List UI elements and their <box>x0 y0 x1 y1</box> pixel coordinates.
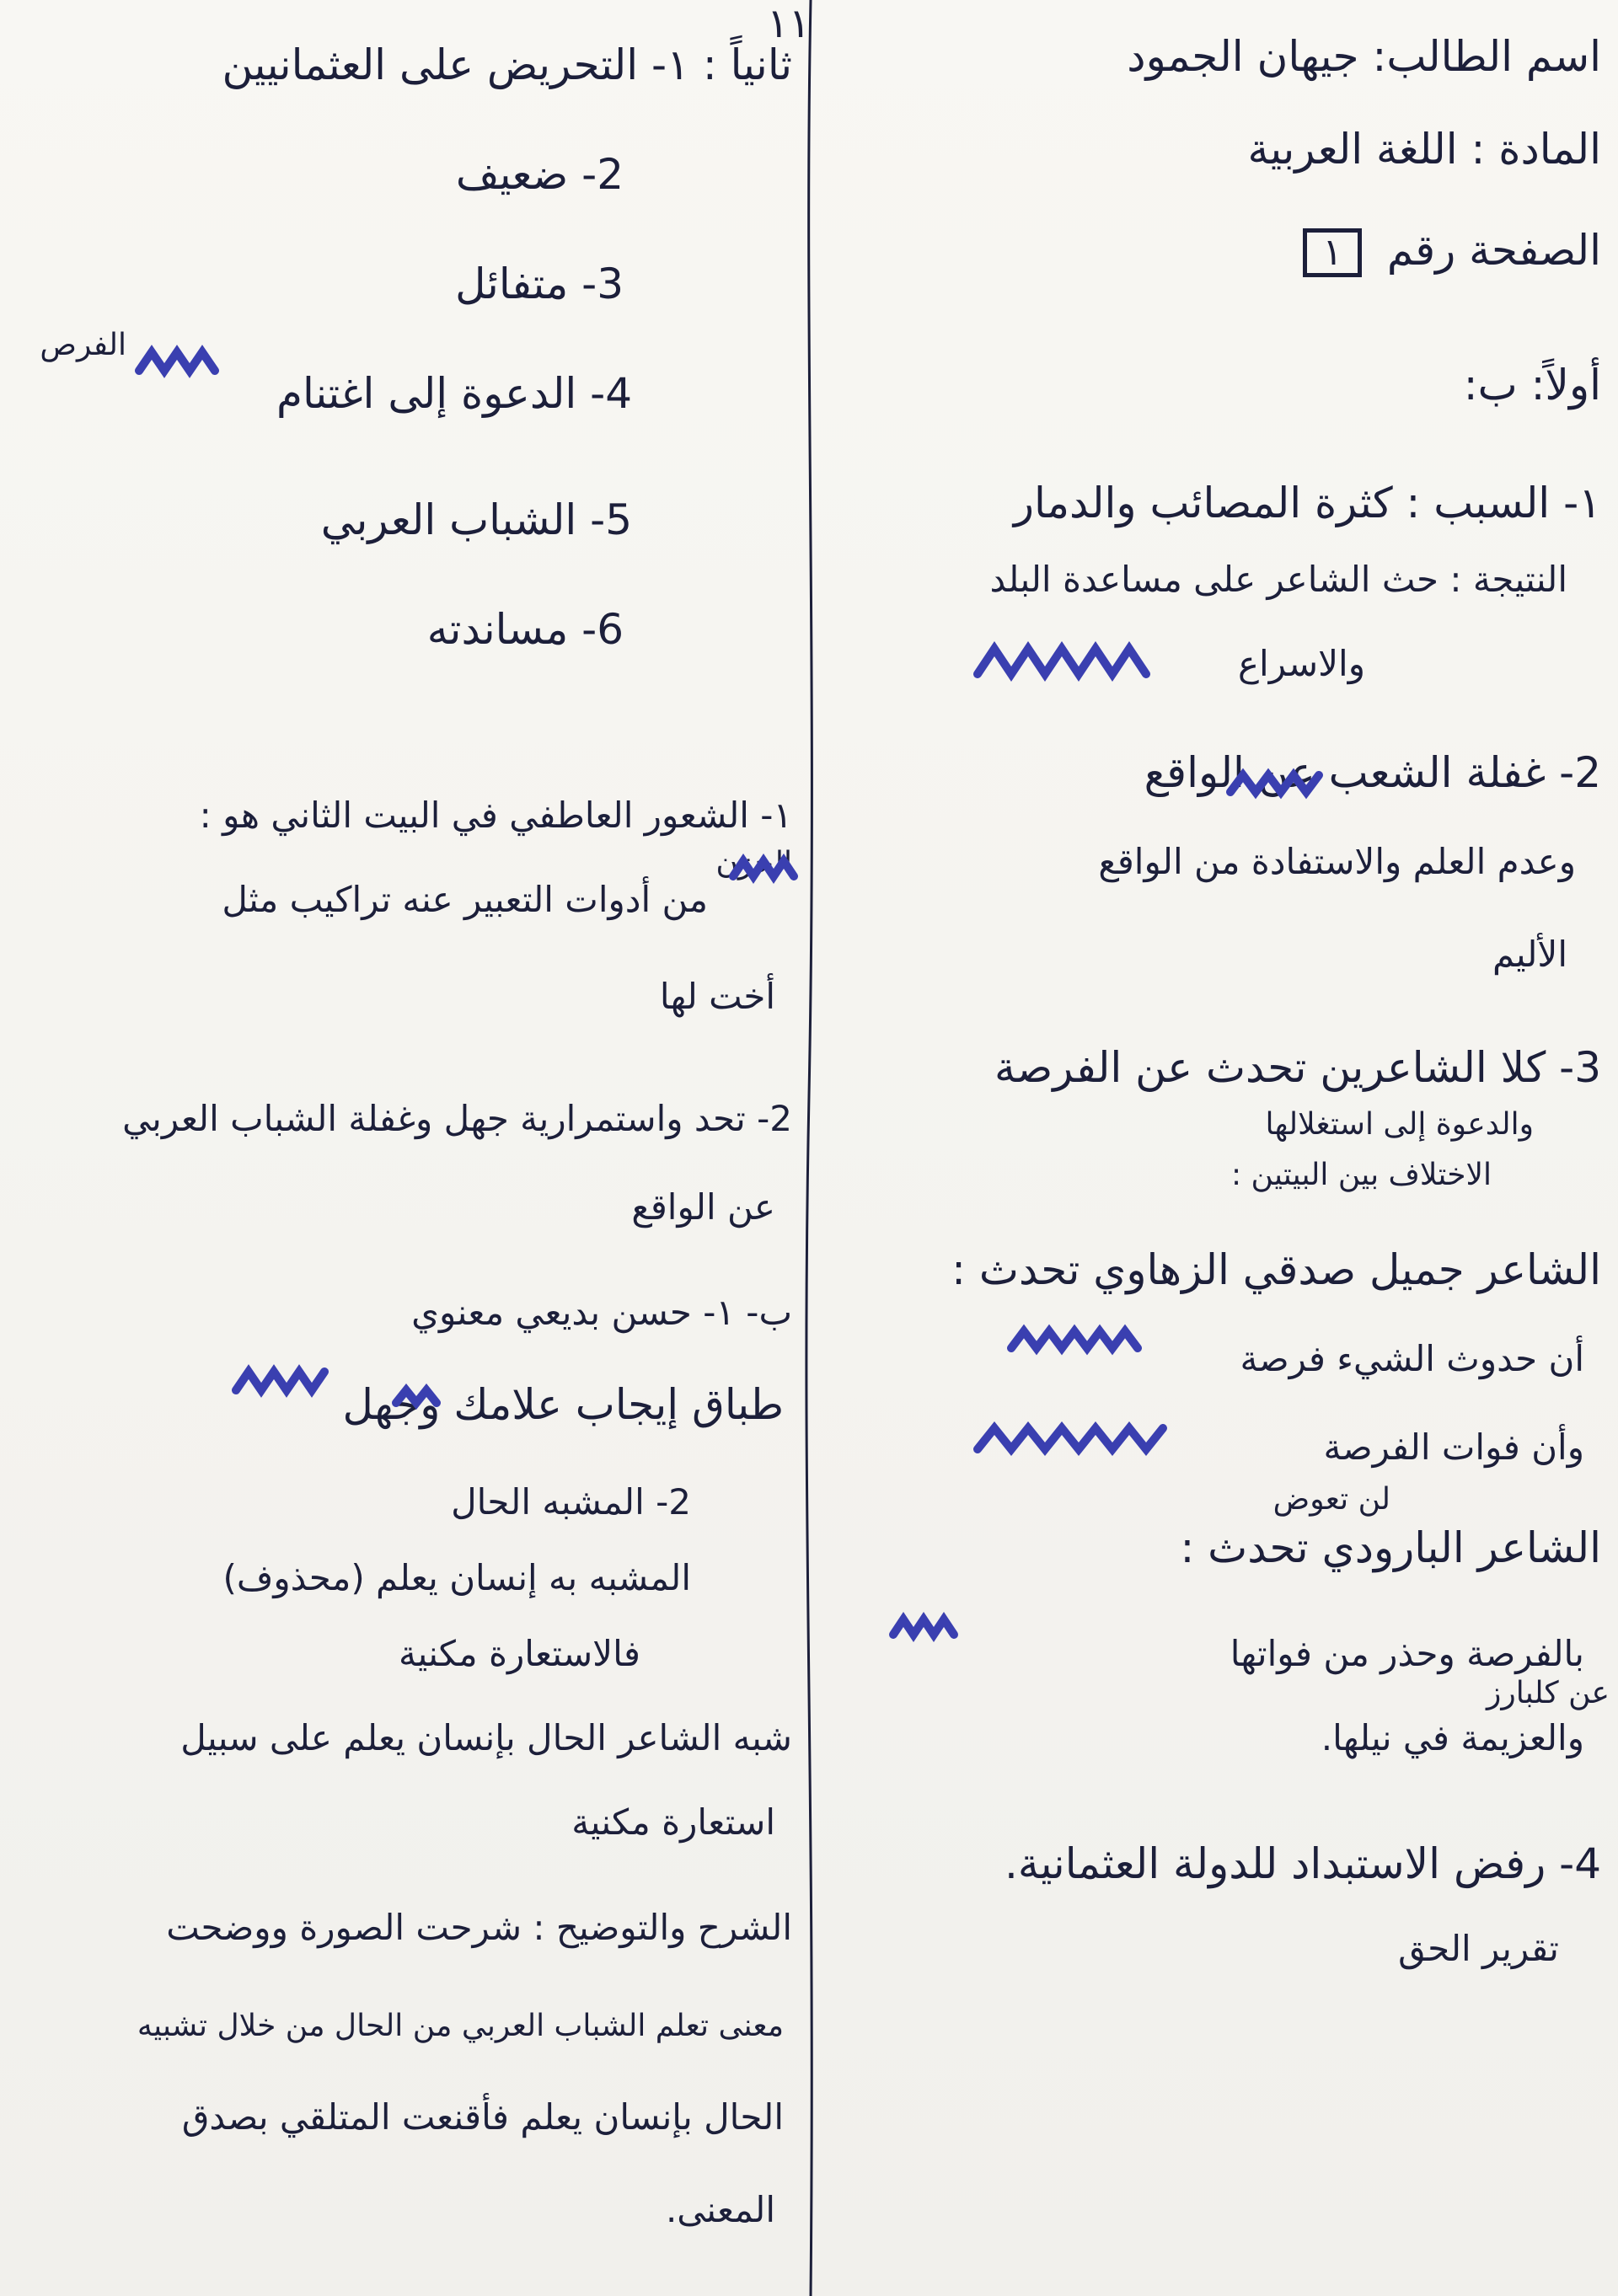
answer-line: 4- رفض الاستبداد للدولة العثمانية. <box>1004 1839 1601 1888</box>
student-name-line: اسم الطالب: جيهان الجمود <box>1127 32 1601 81</box>
scribble-mark <box>893 1619 954 1635</box>
answer-line: النتيجة : حث الشاعر على مساعدة البلد <box>989 559 1567 600</box>
answer-line: عن الواقع <box>631 1186 775 1228</box>
answer-line: استعارة مكنية <box>571 1801 775 1843</box>
answer-line: الأليم <box>1492 934 1567 975</box>
answer-line: عن كلبارز <box>1487 1676 1610 1710</box>
answer-line: 2- ضعيف <box>455 150 624 199</box>
answer-line: 4- الدعوة إلى اغتنام <box>276 369 632 418</box>
answer-line: 5- الشباب العربي <box>320 495 632 544</box>
scribble-mark <box>978 649 1146 674</box>
answer-line: ١- السبب : كثرة المصائب والدمار <box>1013 479 1601 527</box>
answer-line: الشاعر البارودي تحدث : <box>1180 1523 1601 1572</box>
answer-line: بالفرصة وحذر من فواتها <box>1230 1633 1584 1674</box>
subject-line: المادة : اللغة العربية <box>1247 125 1601 174</box>
answer-line: المشبه به إنسان يعلم (محذوف) <box>222 1557 691 1598</box>
scribble-mark <box>396 1390 437 1403</box>
scribble-mark <box>1011 1331 1138 1348</box>
answer-line: أخت لها <box>659 976 775 1017</box>
answer-line: من أدوات التعبير عنه تراكيب مثل <box>222 879 708 920</box>
answer-line: 2- المشبه الحال <box>451 1481 691 1523</box>
answer-line: معنى تعلم الشباب العربي من الحال من خلال تشبيه <box>137 2009 784 2043</box>
answer-line: 2- تحد واستمرارية جهل وغفلة الشباب العربي <box>122 1098 792 1139</box>
answer-line: 6- مساندته <box>426 605 624 654</box>
scribble-mark <box>978 1428 1163 1449</box>
answer-line: الشاعر جميل صدقي الزهاوي تحدث : <box>951 1245 1601 1294</box>
answer-line: شبه الشاعر الحال بإنسان يعلم على سبيل <box>180 1717 792 1758</box>
answer-line: فالاستعارة مكنية <box>399 1633 640 1674</box>
answer-line: وأن فوات الفرصة <box>1323 1426 1584 1468</box>
answer-line: والدعوة إلى استغلالها <box>1265 1107 1534 1142</box>
answer-line: ١- الشعور العاطفي في البيت الثاني هو : <box>199 795 792 836</box>
scribble-mark <box>1230 775 1319 792</box>
answer-line: الاختلاف بين البيتين : <box>1230 1158 1492 1192</box>
answer-line: 3- متفائل <box>455 260 624 308</box>
section-heading: أولاً: ب: <box>1463 361 1601 409</box>
answer-line: وعدم العلم والاستفادة من الواقع <box>1098 841 1576 882</box>
page-label: الصفحة رقم <box>1386 226 1601 275</box>
answer-line: المعنى. <box>665 2189 775 2230</box>
answer-line: لن تعوض <box>1272 1482 1390 1517</box>
answer-line: الحال بإنسان يعلم فأقنعت المتلقي بصدق <box>181 2096 784 2138</box>
answer-line: أن حدوث الشيء فرصة <box>1240 1338 1584 1379</box>
scribble-mark <box>236 1372 324 1390</box>
section-heading: ثانياً : ١- التحريض على العثمانيين <box>222 40 792 89</box>
answer-line: الحزن <box>715 846 792 880</box>
scribble-mark <box>139 352 215 371</box>
answer-line: 3- كلا الشاعرين تحدث عن الفرصة <box>994 1043 1601 1092</box>
answer-line: الفرص <box>40 328 126 362</box>
answer-line: الشرح والتوضيح : شرحت الصورة ووضحت <box>166 1907 792 1948</box>
answer-line: والاسراع <box>1238 643 1365 684</box>
answer-line: طباق إيجاب علامك وجهل <box>342 1380 784 1429</box>
answer-line: والعزيمة في نيلها. <box>1321 1717 1584 1758</box>
page-number-box: ١ <box>1303 228 1362 277</box>
answer-line: ب- ١- حسن بديعي معنوي <box>411 1292 792 1333</box>
answer-line: 2- غفلة الشعب عن الواقع <box>1144 748 1601 797</box>
answer-line: تقرير الحق <box>1398 1928 1559 1969</box>
scribble-mark <box>733 861 794 876</box>
page-mark: ١١ <box>767 0 811 47</box>
